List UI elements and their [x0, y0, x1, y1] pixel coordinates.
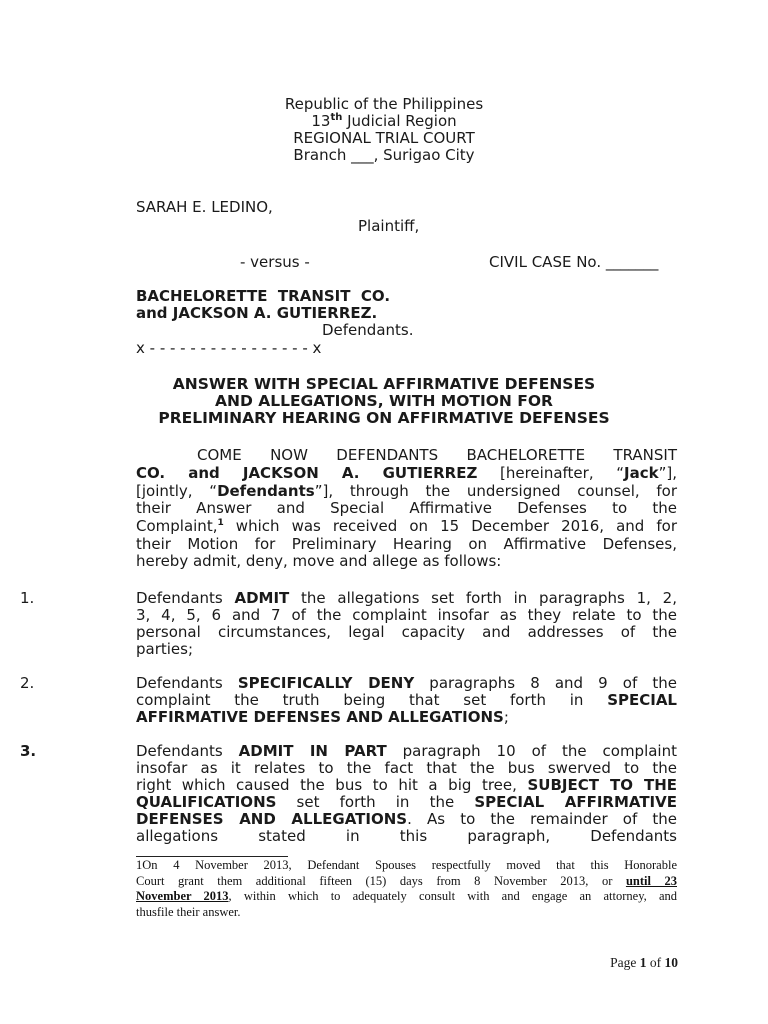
footnote-line — [136, 874, 677, 890]
intro-text: Complaint, — [136, 517, 218, 535]
para-text: Defendants — [136, 674, 238, 692]
footnote-date-bold: November 2013 — [136, 889, 229, 903]
court-header — [0, 96, 768, 164]
paragraph-line: parties; — [136, 640, 194, 658]
intro-line — [136, 518, 677, 535]
page-of: of — [646, 955, 665, 970]
paragraph-line — [136, 590, 677, 607]
para-text: ; — [503, 708, 509, 726]
paragraph-line: personal circumstances, legal capacity and addresses of the — [136, 623, 677, 641]
intro-line: their Motion for Preliminary Hearing on Affirmative Defenses, — [136, 535, 677, 553]
paragraph-line — [136, 777, 677, 794]
paragraph-line — [136, 692, 677, 709]
specifically-deny-bold: SPECIFICALLY DENY — [237, 674, 415, 692]
intro-text: [jointly, “ — [136, 482, 218, 500]
intro-text: [hereinafter, “ — [477, 464, 625, 482]
paragraph-line: 3, 4, 5, 6 and 7 of the complaint insofar as they relate to the — [136, 606, 677, 624]
footnote-line — [136, 889, 677, 905]
title-line3: PRELIMINARY HEARING ON AFFIRMATIVE DEFENSES — [158, 409, 610, 427]
branch-line: Branch ___, Surigao City — [293, 146, 475, 164]
admit-in-part-bold: ADMIT IN PART — [238, 742, 387, 760]
footnote-date-bold: until 23 — [625, 874, 677, 888]
region-ordinal: th — [330, 112, 343, 123]
paragraph-line: allegations stated in this paragraph, Defendants — [136, 827, 677, 845]
civil-case-number: CIVIL CASE No. _______ — [489, 253, 659, 271]
paragraph-number: 2. — [20, 674, 35, 692]
paragraph-line — [136, 709, 677, 726]
subject-bold: SUBJECT TO THE — [527, 776, 677, 794]
intro-line — [136, 465, 677, 482]
defendant-role: Defendants. — [322, 321, 414, 339]
defendant-name-line1: BACHELORETTE TRANSIT CO. — [136, 287, 391, 305]
intro-line: hereby admit, deny, move and allege as follows: — [136, 552, 502, 570]
para-text: set forth in the — [276, 793, 475, 811]
paragraph-line — [136, 794, 677, 811]
paragraph-line — [136, 743, 677, 760]
footnote-divider — [136, 856, 288, 857]
para-text: . As to the remainder of the — [407, 810, 677, 828]
special-bold: SPECIAL — [607, 691, 677, 709]
republic-line: Republic of the Philippines — [284, 95, 484, 113]
footnote-marker: 1 — [136, 858, 143, 872]
qualifications-bold: QUALIFICATIONS — [136, 793, 277, 811]
footnote-text: Court grant them additional fifteen (15) days from 8 November 2013, or — [136, 874, 626, 888]
defendant-name-line2: and JACKSON A. GUTIERREZ. — [136, 304, 378, 322]
para-text: Defendants — [136, 742, 239, 760]
paragraph-line: insofar as it relates to the fact that the bus swerved to the — [136, 759, 677, 777]
para-text: paragraphs 8 and 9 of the — [414, 674, 677, 692]
paragraph-line — [136, 811, 677, 828]
judicial-region-line — [0, 113, 768, 130]
para-text: right which caused the bus to hit a big tree, — [136, 776, 528, 794]
para-text: the allegations set forth in paragraphs 1, 2, — [289, 589, 677, 607]
para-text: complaint the truth being that set forth in — [136, 691, 608, 709]
intro-line: their Answer and Special Affirmative Defenses to the — [136, 499, 677, 517]
page-current: 1 — [639, 955, 647, 970]
para-text: paragraph 10 of the complaint — [386, 742, 677, 760]
versus-label: - versus - — [240, 253, 310, 271]
paragraph-line — [136, 675, 677, 692]
footnote-text: , within which to adequately consult with and engage an attorney, and — [228, 889, 678, 903]
footnote-text: On 4 November 2013, Defendant Spouses respectfully moved that this Honorable — [142, 858, 677, 872]
intro-line — [136, 483, 677, 500]
page-number — [610, 955, 678, 971]
paragraph-number: 1. — [20, 589, 35, 607]
defendants-term-bold: Defendants — [217, 482, 315, 500]
footnote-ref[interactable]: 1 — [217, 518, 224, 528]
footnote-line: thusfile their answer. — [136, 905, 241, 919]
paragraph-number: 3. — [20, 742, 37, 760]
page-total: 10 — [664, 955, 678, 970]
para-text: Defendants — [136, 589, 235, 607]
admit-bold: ADMIT — [234, 589, 290, 607]
caption-separator: x - - - - - - - - - - - - - - - - x — [136, 339, 322, 357]
defenses-bold: AFFIRMATIVE DEFENSES AND ALLEGATIONS — [136, 708, 504, 726]
title-line2: AND ALLEGATIONS, WITH MOTION FOR — [214, 392, 553, 410]
jack-bold: Jack — [624, 464, 659, 482]
region-number: 13 — [311, 112, 331, 130]
intro-text: ”], through the undersigned counsel, for — [314, 482, 677, 500]
intro-line: COME NOW DEFENDANTS BACHELORETTE TRANSIT — [197, 446, 677, 464]
defenses-allegations-bold: DEFENSES AND ALLEGATIONS — [136, 810, 408, 828]
footnote-line — [136, 858, 677, 874]
plaintiff-role: Plaintiff, — [358, 217, 420, 235]
intro-text: which was received on 15 December 2016, and for — [223, 517, 677, 535]
pleading-title — [0, 376, 768, 427]
intro-text: ”], — [658, 464, 677, 482]
court-name: REGIONAL TRIAL COURT — [293, 129, 475, 147]
page-label: Page — [610, 955, 640, 970]
special-affirmative-bold: SPECIAL AFFIRMATIVE — [474, 793, 677, 811]
plaintiff-name: SARAH E. LEDINO, — [136, 198, 273, 216]
defendants-bold: CO. and JACKSON A. GUTIERREZ — [136, 464, 478, 482]
title-line1: ANSWER WITH SPECIAL AFFIRMATIVE DEFENSES — [172, 375, 596, 393]
region-text: Judicial Region — [342, 112, 457, 130]
